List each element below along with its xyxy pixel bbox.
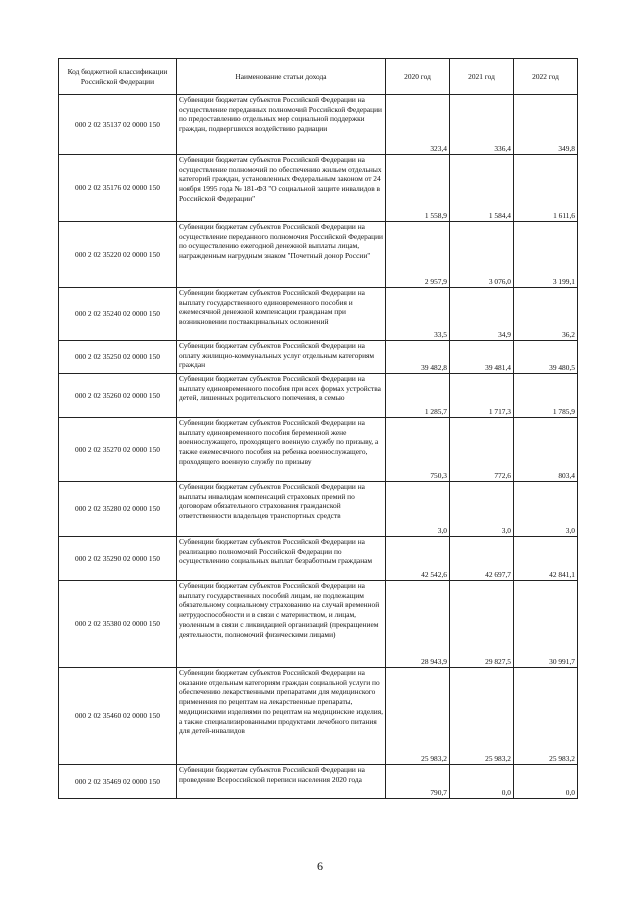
row-name: Субвенции бюджетам субъектов Российской Федерации на выплату государственного единовременного пособия и ежемесячной денежной компенсации гражданам при возникновении поствакцинальных осложнений [177, 288, 386, 341]
row-value-2020: 1 285,7 [386, 374, 450, 418]
header-year-2022: 2022 год [514, 59, 578, 95]
row-value-2021: 3 076,0 [450, 222, 514, 288]
row-value-2021: 3,0 [450, 482, 514, 537]
table-header-row [59, 59, 578, 95]
row-value-2022: 39 480,5 [514, 341, 578, 374]
header-year-2020: 2020 год [386, 59, 450, 95]
row-code: 000 2 02 35270 02 0000 150 [59, 418, 177, 482]
table-row [59, 482, 578, 537]
row-value-2022: 1 611,6 [514, 155, 578, 222]
row-value-2020: 323,4 [386, 95, 450, 155]
row-name: Субвенции бюджетам субъектов Российской Федерации на выплату единовременного пособия беременной жене военнослужащего, проходящего военную службу по призыву, а также ежемесячного пособия на ребенка военнослужащего, проходящего военную службу по призыву [177, 418, 386, 482]
row-code: 000 2 02 35290 02 0000 150 [59, 537, 177, 581]
row-code: 000 2 02 35240 02 0000 150 [59, 288, 177, 341]
table-row [59, 374, 578, 418]
header-year-2021: 2021 год [450, 59, 514, 95]
row-value-2022: 349,8 [514, 95, 578, 155]
row-value-2020: 1 558,9 [386, 155, 450, 222]
table-row [59, 668, 578, 765]
row-value-2021: 1 717,3 [450, 374, 514, 418]
row-code: 000 2 02 35380 02 0000 150 [59, 581, 177, 668]
row-value-2020: 33,5 [386, 288, 450, 341]
row-value-2022: 42 841,1 [514, 537, 578, 581]
row-code: 000 2 02 35260 02 0000 150 [59, 374, 177, 418]
row-value-2020: 25 983,2 [386, 668, 450, 765]
row-value-2021: 25 983,2 [450, 668, 514, 765]
row-value-2022: 3 199,1 [514, 222, 578, 288]
row-code: 000 2 02 35250 02 0000 150 [59, 341, 177, 374]
header-name: Наименование статьи дохода [177, 59, 386, 95]
row-code: 000 2 02 35137 02 0000 150 [59, 95, 177, 155]
table-row [59, 537, 578, 581]
row-value-2020: 790,7 [386, 765, 450, 799]
row-value-2020: 750,3 [386, 418, 450, 482]
row-value-2022: 803,4 [514, 418, 578, 482]
table-row [59, 581, 578, 668]
row-name: Субвенции бюджетам субъектов Российской Федерации на осуществление переданного полномочия Российской Федерации по осуществлению ежегодной денежной выплаты лицам, награжденным нагрудным знаком "Почетный донор России" [177, 222, 386, 288]
row-value-2022: 36,2 [514, 288, 578, 341]
row-value-2020: 39 482,8 [386, 341, 450, 374]
row-name: Субвенции бюджетам субъектов Российской Федерации на выплату государственных пособий лицам, не подлежащим обязательному социальному страхованию на случай временной нетрудоспособности и в связи с материнством, и лицам, уволенным в связи с ликвидацией организаций (прекращением деятельности, полномочий физическими лицами) [177, 581, 386, 668]
table-row [59, 288, 578, 341]
row-name: Субвенции бюджетам субъектов Российской Федерации на оплату жилищно-коммунальных услуг отдельным категориям граждан [177, 341, 386, 374]
row-code: 000 2 02 35220 02 0000 150 [59, 222, 177, 288]
table-row [59, 95, 578, 155]
row-name: Субвенции бюджетам субъектов Российской Федерации на оказание отдельным категориям граждан социальной услуги по обеспечению лекарственными препаратами для медицинского применения по рецептам на лекарственные препараты, медицинскими изделиями по рецептам на медицинские изделия, а также специализированными продуктами лечебного питания для детей-инвалидов [177, 668, 386, 765]
row-name: Субвенции бюджетам субъектов Российской Федерации на выплату единовременного пособия при всех формах устройства детей, лишенных родительского попечения, в семью [177, 374, 386, 418]
row-value-2020: 3,0 [386, 482, 450, 537]
row-name: Субвенции бюджетам субъектов Российской Федерации на проведение Всероссийской переписи населения 2020 года [177, 765, 386, 799]
row-value-2022: 30 991,7 [514, 581, 578, 668]
row-value-2021: 34,9 [450, 288, 514, 341]
table-row [59, 155, 578, 222]
revenue-table [58, 58, 578, 799]
row-value-2021: 42 697,7 [450, 537, 514, 581]
header-code: Код бюджетной классификации Российской Федерации [59, 59, 177, 95]
row-name: Субвенции бюджетам субъектов Российской Федерации на выплаты инвалидам компенсаций страховых премий по договорам обязательного страхования гражданской ответственности владельцев транспортных средств [177, 482, 386, 537]
row-value-2021: 39 481,4 [450, 341, 514, 374]
table-row [59, 418, 578, 482]
table-row [59, 341, 578, 374]
row-value-2021: 336,4 [450, 95, 514, 155]
row-code: 000 2 02 35469 02 0000 150 [59, 765, 177, 799]
row-name: Субвенции бюджетам субъектов Российской Федерации на осуществление полномочий по обеспечению жильем отдельных категорий граждан, установленных Федеральным законом от 24 ноября 1995 года № 181-ФЗ "О социальной защите инвалидов в Российской Федерации" [177, 155, 386, 222]
row-value-2021: 772,6 [450, 418, 514, 482]
row-name: Субвенции бюджетам субъектов Российской Федерации на реализацию полномочий Российской Федерации по осуществлению социальных выплат безработным гражданам [177, 537, 386, 581]
row-value-2020: 42 542,6 [386, 537, 450, 581]
row-code: 000 2 02 35176 02 0000 150 [59, 155, 177, 222]
row-value-2022: 25 983,2 [514, 668, 578, 765]
row-value-2022: 1 785,9 [514, 374, 578, 418]
row-name: Субвенции бюджетам субъектов Российской Федерации на осуществление переданных полномочий Российской Федерации по предоставлению отдельных мер социальной поддержки граждан, подвергшихся воздействию радиации [177, 95, 386, 155]
row-value-2021: 29 827,5 [450, 581, 514, 668]
table-row [59, 222, 578, 288]
row-value-2020: 28 943,9 [386, 581, 450, 668]
row-value-2021: 1 584,4 [450, 155, 514, 222]
row-code: 000 2 02 35280 02 0000 150 [59, 482, 177, 537]
row-value-2022: 3,0 [514, 482, 578, 537]
table-row [59, 765, 578, 799]
row-code: 000 2 02 35460 02 0000 150 [59, 668, 177, 765]
page-number: 6 [317, 859, 323, 873]
row-value-2022: 0,0 [514, 765, 578, 799]
row-value-2020: 2 957,9 [386, 222, 450, 288]
row-value-2021: 0,0 [450, 765, 514, 799]
